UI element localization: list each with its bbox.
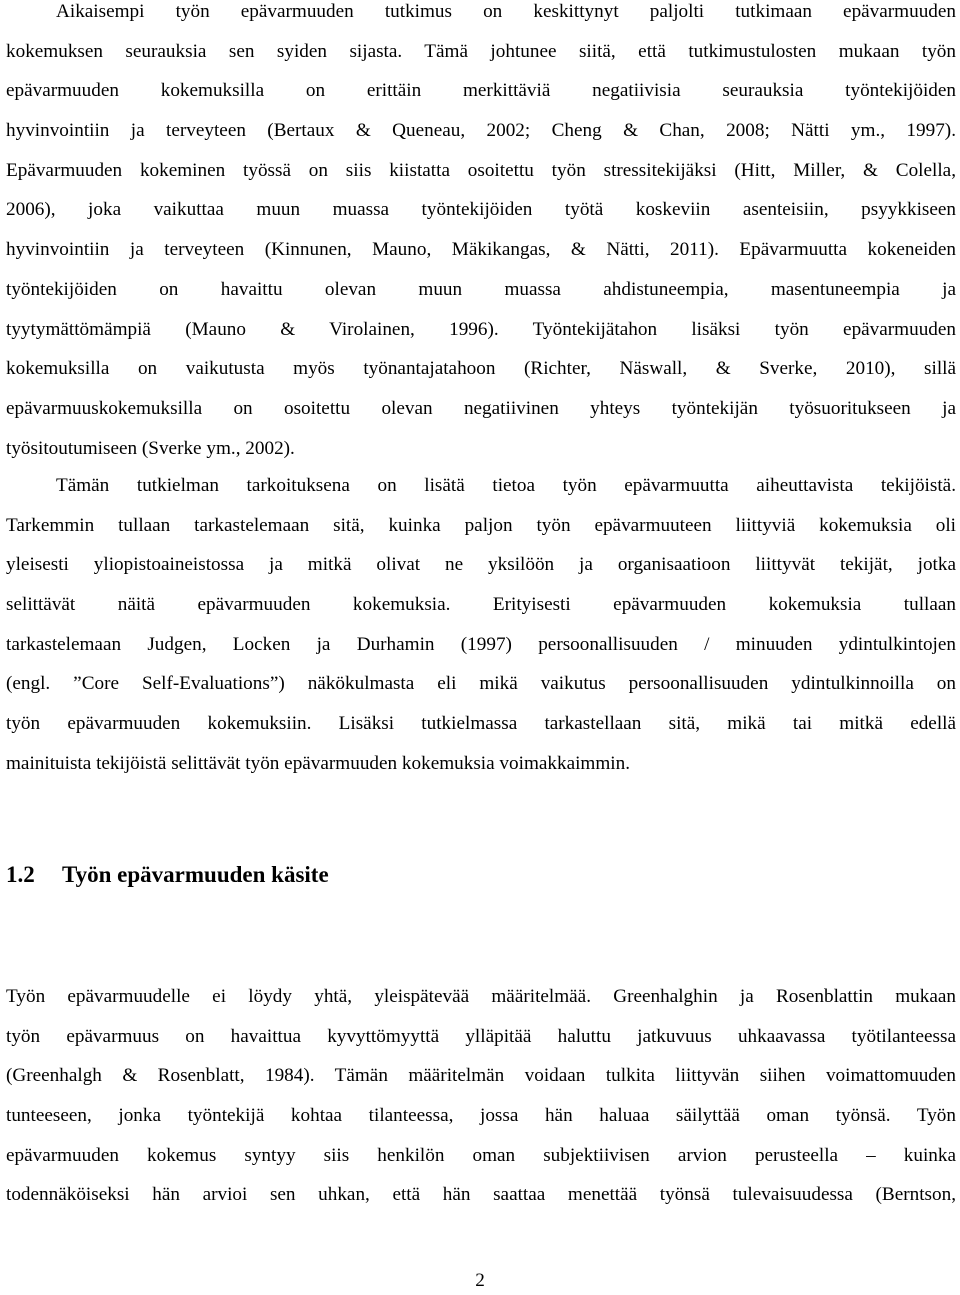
paragraph-line: kokemuksilla on vaikutusta myös työnantajatahoon (Richter, Näswall, & Sverke, 2010), sillä	[6, 358, 956, 380]
section-number: 1.2	[6, 862, 35, 887]
paragraph-line: työntekijöiden on havaittu olevan muun muassa ahdistuneempia, masentuneempia ja	[6, 278, 956, 300]
paragraph-line: yleisesti yliopistoaineistossa ja mitkä olivat ne yksilöön ja organisaatioon liittyvät tekijät, jotka	[6, 554, 956, 576]
paragraph-line: Aikaisempi työn epävarmuuden tutkimus on keskittynyt paljolti tutkimaan epävarmuuden	[56, 1, 956, 22]
paragraph-line: mainituista tekijöistä selittävät työn epävarmuuden kokemuksia voimakkaimmin.	[6, 752, 630, 774]
paragraph-line: (Greenhalgh & Rosenblatt, 1984). Tämän määritelmän voidaan tulkita liittyvän siihen voimattomuuden	[6, 1065, 956, 1087]
paragraph-line: työn epävarmuuden kokemuksiin. Lisäksi tutkielmassa tarkastellaan sitä, mikä tai mitkä edellä	[6, 713, 956, 735]
paragraph-line: tyytymättömämpiä (Mauno & Virolainen, 1996). Työntekijätahon lisäksi työn epävarmuuden	[6, 318, 956, 340]
paragraph-line: hyvinvointiin ja terveyteen (Bertaux & Queneau, 2002; Cheng & Chan, 2008; Nätti ym., 1997).	[6, 120, 956, 142]
paragraph-line: Tämän tutkielman tarkoituksena on lisätä tietoa työn epävarmuutta aiheuttavista tekijöistä.	[56, 475, 956, 496]
paragraph-line: kokemuksen seurauksia sen syiden sijasta. Tämä johtunee siitä, että tutkimustulosten mukaan työn	[6, 40, 956, 62]
paragraph-line: (engl. ”Core Self-Evaluations”) näkökulmasta eli mikä vaikutus persoonallisuuden ydintulkinnoilla on	[6, 673, 956, 695]
body-paragraph-2	[6, 466, 956, 784]
body-paragraph-1	[6, 0, 956, 468]
body-paragraph-3	[6, 977, 956, 1215]
paragraph-line: Tarkemmin tullaan tarkastelemaan sitä, kuinka paljon työn epävarmuuteen liittyviä kokemuksia oli	[6, 514, 956, 536]
paragraph-line: epävarmuuden kokemuksilla on erittäin merkittäviä negatiivisia seurauksia työntekijöiden	[6, 80, 956, 102]
paragraph-line: todennäköiseksi hän arvioi sen uhkan, että hän saattaa menettää työnsä tulevaisuudessa (Berntson,	[6, 1184, 956, 1206]
paragraph-line: työn epävarmuus on havaittua kyvyttömyyttä ylläpitää haluttu jatkuvuus uhkaavassa työtilanteessa	[6, 1025, 956, 1047]
paragraph-line: tunteeseen, jonka työntekijä kohtaa tilanteessa, jossa hän haluaa säilyttää oman työnsä. Työn	[6, 1105, 956, 1127]
paragraph-line: 2006), joka vaikuttaa muun muassa työntekijöiden työtä koskeviin asenteisiin, psyykkiseen	[6, 199, 956, 221]
paragraph-line: työsitoutumiseen (Sverke ym., 2002).	[6, 437, 295, 459]
paragraph-line: tarkastelemaan Judgen, Locken ja Durhamin (1997) persoonallisuuden / minuuden ydintulkintojen	[6, 633, 956, 655]
paragraph-line: selittävät näitä epävarmuuden kokemuksia. Erityisesti epävarmuuden kokemuksia tullaan	[6, 594, 956, 616]
section-heading	[6, 862, 329, 888]
paragraph-line: Työn epävarmuudelle ei löydy yhtä, yleispätevää määritelmää. Greenhalghin ja Rosenblattin mukaan	[6, 986, 956, 1007]
paragraph-line: Epävarmuuden kokeminen työssä on siis kiistatta osoitettu työn stressitekijäksi (Hitt, Miller, & Colella,	[6, 159, 956, 181]
page-number: 2	[475, 1270, 485, 1291]
paragraph-line: epävarmuuden kokemus syntyy siis henkilön oman subjektiivisen arvion perusteella – kuinka	[6, 1144, 956, 1166]
paragraph-line: hyvinvointiin ja terveyteen (Kinnunen, Mauno, Mäkikangas, & Nätti, 2011). Epävarmuutta kokeneiden	[6, 239, 956, 261]
section-title: Työn epävarmuuden käsite	[62, 862, 329, 887]
paragraph-line: epävarmuuskokemuksilla on osoitettu olevan negatiivinen yhteys työntekijän työsuoritukseen ja	[6, 397, 956, 419]
